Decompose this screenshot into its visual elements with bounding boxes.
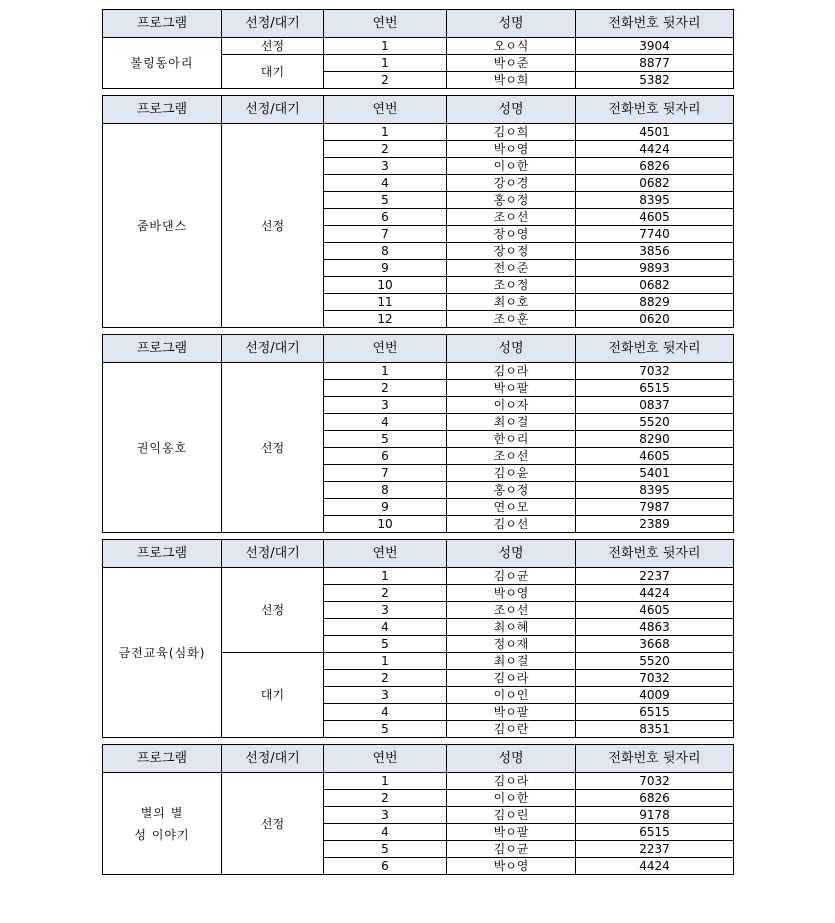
header-num: 연번 — [324, 540, 447, 568]
phone-last-digits: 5401 — [576, 465, 734, 482]
phone-last-digits: 4009 — [576, 687, 734, 704]
phone-last-digits: 3668 — [576, 636, 734, 653]
header-num: 연번 — [324, 335, 447, 363]
person-name: 연ㅇ모 — [447, 499, 576, 516]
row-number: 4 — [324, 619, 447, 636]
phone-last-digits: 3856 — [576, 243, 734, 260]
header-num: 연번 — [324, 745, 447, 773]
header-phone: 전화번호 뒷자리 — [576, 335, 734, 363]
selection-status: 선정 — [222, 363, 324, 533]
person-name: 정ㅇ재 — [447, 636, 576, 653]
phone-last-digits: 9893 — [576, 260, 734, 277]
row-number: 1 — [324, 568, 447, 585]
phone-last-digits: 4424 — [576, 585, 734, 602]
person-name: 조ㅇ선 — [447, 209, 576, 226]
person-name: 김ㅇ희 — [447, 124, 576, 141]
selection-status: 선정 — [222, 38, 324, 55]
program-name: 권익옹호 — [103, 363, 222, 533]
phone-last-digits: 4501 — [576, 124, 734, 141]
row-number: 8 — [324, 243, 447, 260]
program-name: 별의 별 성 이야기 — [103, 773, 222, 875]
header-status: 선정/대기 — [222, 540, 324, 568]
header-program: 프로그램 — [103, 540, 222, 568]
person-name: 김ㅇ란 — [447, 721, 576, 738]
person-name: 박ㅇ영 — [447, 585, 576, 602]
phone-last-digits: 2237 — [576, 568, 734, 585]
phone-last-digits: 3904 — [576, 38, 734, 55]
phone-last-digits: 6826 — [576, 790, 734, 807]
person-name: 김ㅇ라 — [447, 773, 576, 790]
header-num: 연번 — [324, 10, 447, 38]
header-status: 선정/대기 — [222, 10, 324, 38]
header-num: 연번 — [324, 96, 447, 124]
person-name: 이ㅇ자 — [447, 397, 576, 414]
phone-last-digits: 4605 — [576, 209, 734, 226]
person-name: 전ㅇ준 — [447, 260, 576, 277]
phone-last-digits: 8290 — [576, 431, 734, 448]
row-number: 7 — [324, 226, 447, 243]
row-number: 5 — [324, 636, 447, 653]
person-name: 김ㅇ균 — [447, 568, 576, 585]
phone-last-digits: 5520 — [576, 414, 734, 431]
phone-last-digits: 7032 — [576, 363, 734, 380]
program-name: 볼링동아리 — [103, 38, 222, 89]
phone-last-digits: 9178 — [576, 807, 734, 824]
program-table — [102, 539, 734, 738]
person-name: 한ㅇ리 — [447, 431, 576, 448]
person-name: 김ㅇ린 — [447, 807, 576, 824]
phone-last-digits: 4863 — [576, 619, 734, 636]
person-name: 박ㅇ팔 — [447, 824, 576, 841]
row-number: 2 — [324, 141, 447, 158]
row-number: 2 — [324, 585, 447, 602]
row-number: 2 — [324, 72, 447, 89]
row-number: 4 — [324, 414, 447, 431]
header-row — [103, 96, 734, 124]
header-status: 선정/대기 — [222, 96, 324, 124]
person-name: 최ㅇ호 — [447, 294, 576, 311]
program-name: 줌바댄스 — [103, 124, 222, 328]
person-name: 최ㅇ걸 — [447, 653, 576, 670]
header-program: 프로그램 — [103, 96, 222, 124]
row-number: 1 — [324, 773, 447, 790]
phone-last-digits: 8395 — [576, 482, 734, 499]
phone-last-digits: 7987 — [576, 499, 734, 516]
selection-status: 대기 — [222, 653, 324, 738]
header-row — [103, 540, 734, 568]
selection-status: 선정 — [222, 124, 324, 328]
phone-last-digits: 8877 — [576, 55, 734, 72]
person-name: 박ㅇ영 — [447, 858, 576, 875]
person-name: 박ㅇ팔 — [447, 704, 576, 721]
person-name: 이ㅇ한 — [447, 790, 576, 807]
phone-last-digits: 5382 — [576, 72, 734, 89]
row-number: 5 — [324, 431, 447, 448]
phone-last-digits: 7032 — [576, 773, 734, 790]
person-name: 김ㅇ라 — [447, 363, 576, 380]
selection-status: 선정 — [222, 568, 324, 653]
row-number: 4 — [324, 824, 447, 841]
program-table — [102, 334, 734, 533]
row-number: 10 — [324, 277, 447, 294]
person-name: 박ㅇ영 — [447, 141, 576, 158]
phone-last-digits: 0837 — [576, 397, 734, 414]
person-name: 김ㅇ윤 — [447, 465, 576, 482]
header-name: 성명 — [447, 745, 576, 773]
row-number: 4 — [324, 704, 447, 721]
row-number: 1 — [324, 653, 447, 670]
row-number: 5 — [324, 721, 447, 738]
row-number: 12 — [324, 311, 447, 328]
phone-last-digits: 4424 — [576, 141, 734, 158]
phone-last-digits: 6515 — [576, 704, 734, 721]
person-name: 김ㅇ선 — [447, 516, 576, 533]
header-status: 선정/대기 — [222, 335, 324, 363]
person-name: 조ㅇ선 — [447, 602, 576, 619]
header-phone: 전화번호 뒷자리 — [576, 745, 734, 773]
selection-status: 선정 — [222, 773, 324, 875]
header-row — [103, 335, 734, 363]
row-number: 10 — [324, 516, 447, 533]
phone-last-digits: 8351 — [576, 721, 734, 738]
row-number: 3 — [324, 807, 447, 824]
header-status: 선정/대기 — [222, 745, 324, 773]
table-row — [103, 124, 734, 141]
row-number: 3 — [324, 397, 447, 414]
person-name: 이ㅇ인 — [447, 687, 576, 704]
program-selection-tables — [102, 9, 733, 875]
person-name: 최ㅇ걸 — [447, 414, 576, 431]
header-name: 성명 — [447, 540, 576, 568]
header-phone: 전화번호 뒷자리 — [576, 540, 734, 568]
row-number: 2 — [324, 380, 447, 397]
phone-last-digits: 6515 — [576, 824, 734, 841]
person-name: 김ㅇ라 — [447, 670, 576, 687]
person-name: 조ㅇ선 — [447, 448, 576, 465]
row-number: 1 — [324, 55, 447, 72]
header-name: 성명 — [447, 96, 576, 124]
row-number: 11 — [324, 294, 447, 311]
row-number: 5 — [324, 192, 447, 209]
person-name: 최ㅇ혜 — [447, 619, 576, 636]
phone-last-digits: 6826 — [576, 158, 734, 175]
row-number: 3 — [324, 602, 447, 619]
phone-last-digits: 0682 — [576, 175, 734, 192]
table-row — [103, 363, 734, 380]
phone-last-digits: 2389 — [576, 516, 734, 533]
row-number: 4 — [324, 175, 447, 192]
row-number: 1 — [324, 38, 447, 55]
program-table — [102, 95, 734, 328]
row-number: 8 — [324, 482, 447, 499]
program-table — [102, 744, 734, 875]
header-program: 프로그램 — [103, 10, 222, 38]
phone-last-digits: 0620 — [576, 311, 734, 328]
row-number: 7 — [324, 465, 447, 482]
person-name: 조ㅇ훈 — [447, 311, 576, 328]
header-row — [103, 10, 734, 38]
phone-last-digits: 4605 — [576, 602, 734, 619]
person-name: 장ㅇ정 — [447, 243, 576, 260]
person-name: 박ㅇ준 — [447, 55, 576, 72]
phone-last-digits: 2237 — [576, 841, 734, 858]
selection-status: 대기 — [222, 55, 324, 89]
person-name: 김ㅇ균 — [447, 841, 576, 858]
phone-last-digits: 4605 — [576, 448, 734, 465]
table-row — [103, 773, 734, 790]
table-row — [103, 38, 734, 55]
row-number: 6 — [324, 448, 447, 465]
program-name: 금전교육(심화) — [103, 568, 222, 738]
header-program: 프로그램 — [103, 335, 222, 363]
person-name: 홍ㅇ정 — [447, 482, 576, 499]
table-row — [103, 568, 734, 585]
header-name: 성명 — [447, 10, 576, 38]
person-name: 강ㅇ경 — [447, 175, 576, 192]
row-number: 1 — [324, 124, 447, 141]
row-number: 2 — [324, 790, 447, 807]
row-number: 3 — [324, 158, 447, 175]
row-number: 6 — [324, 209, 447, 226]
phone-last-digits: 5520 — [576, 653, 734, 670]
header-phone: 전화번호 뒷자리 — [576, 96, 734, 124]
person-name: 홍ㅇ정 — [447, 192, 576, 209]
person-name: 이ㅇ한 — [447, 158, 576, 175]
header-name: 성명 — [447, 335, 576, 363]
header-phone: 전화번호 뒷자리 — [576, 10, 734, 38]
phone-last-digits: 6515 — [576, 380, 734, 397]
person-name: 박ㅇ희 — [447, 72, 576, 89]
row-number: 6 — [324, 858, 447, 875]
person-name: 장ㅇ영 — [447, 226, 576, 243]
phone-last-digits: 0682 — [576, 277, 734, 294]
row-number: 5 — [324, 841, 447, 858]
person-name: 조ㅇ정 — [447, 277, 576, 294]
row-number: 9 — [324, 260, 447, 277]
row-number: 2 — [324, 670, 447, 687]
row-number: 1 — [324, 363, 447, 380]
header-row — [103, 745, 734, 773]
phone-last-digits: 8395 — [576, 192, 734, 209]
row-number: 9 — [324, 499, 447, 516]
person-name: 박ㅇ팔 — [447, 380, 576, 397]
phone-last-digits: 7032 — [576, 670, 734, 687]
person-name: 오ㅇ식 — [447, 38, 576, 55]
phone-last-digits: 4424 — [576, 858, 734, 875]
header-program: 프로그램 — [103, 745, 222, 773]
phone-last-digits: 7740 — [576, 226, 734, 243]
row-number: 3 — [324, 687, 447, 704]
phone-last-digits: 8829 — [576, 294, 734, 311]
program-table — [102, 9, 734, 89]
